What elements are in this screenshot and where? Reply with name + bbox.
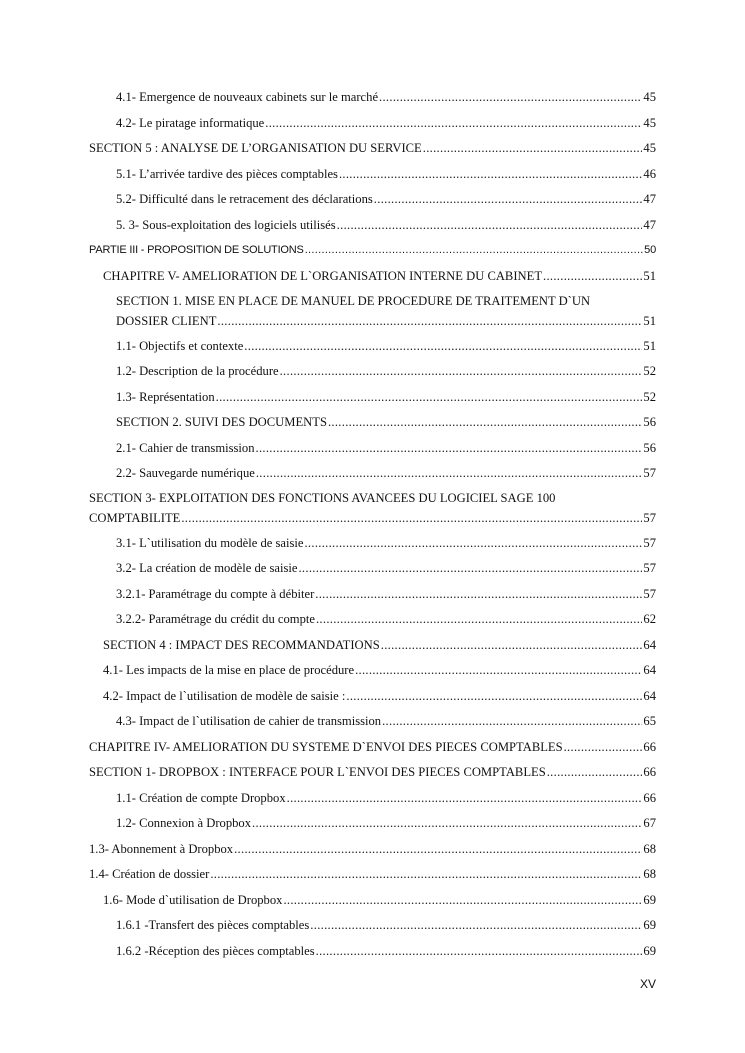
toc-label: 4.3- Impact de l`utilisation de cahier de transmission [116, 714, 382, 728]
toc-entry[interactable] [116, 362, 656, 380]
toc-page-number: 47 [643, 218, 656, 232]
toc-page-number: 57 [643, 466, 656, 480]
dot-leader [256, 439, 643, 457]
dot-leader [346, 687, 642, 705]
toc-entry[interactable] [116, 559, 656, 577]
toc-page-number: 57 [643, 561, 656, 575]
toc-label: SECTION 4 : IMPACT DES RECOMMANDATIONS [103, 638, 380, 652]
toc-label: 1.4- Création de dossier [89, 867, 210, 881]
toc-page-number: 52 [643, 390, 656, 404]
toc-entry[interactable] [116, 216, 656, 234]
dot-leader [210, 865, 642, 883]
toc-entry[interactable] [89, 489, 656, 527]
toc-page-number: 65 [643, 714, 656, 728]
toc-entry[interactable] [116, 165, 656, 183]
toc-entry[interactable] [116, 190, 656, 208]
toc-label-line1: SECTION 3- EXPLOITATION DES FONCTIONS AVANCEES DU LOGICIEL SAGE 100 [89, 491, 556, 505]
toc-label: 3.2.2- Paramétrage du crédit du compte [116, 612, 315, 626]
toc-page-number: 62 [643, 612, 656, 626]
toc-entry[interactable] [116, 712, 656, 730]
toc-label: SECTION 2. SUIVI DES DOCUMENTS [116, 415, 327, 429]
toc-label: 1.2- Connexion à Dropbox [116, 816, 252, 830]
dot-leader [216, 388, 643, 406]
dot-leader [305, 241, 643, 259]
toc-entry[interactable] [103, 661, 656, 679]
dot-leader [315, 585, 642, 603]
toc-page-number: 50 [644, 244, 656, 256]
dot-leader [374, 190, 643, 208]
toc-label: 5.1- L’arrivée tardive des pièces comptables [116, 167, 338, 181]
dot-leader [217, 312, 642, 330]
toc-page-number: 56 [643, 441, 656, 455]
dot-leader [339, 165, 642, 183]
dot-leader [256, 464, 643, 482]
toc-page-number: 66 [643, 740, 656, 754]
toc-entry[interactable] [89, 840, 656, 858]
toc-label: 3.1- L`utilisation du modèle de saisie [116, 536, 304, 550]
toc-entry[interactable] [89, 763, 656, 781]
toc-page-number: 45 [643, 90, 656, 104]
dot-leader [265, 114, 642, 132]
toc-label: 1.3- Abonnement à Dropbox [89, 842, 234, 856]
toc-page-number: 45 [643, 141, 656, 155]
toc-entry[interactable] [116, 464, 656, 482]
dot-leader [381, 636, 643, 654]
toc-label: 2.2- Sauvegarde numérique [116, 466, 255, 480]
toc-label: 1.1- Objectifs et contexte [116, 339, 244, 353]
toc-label: 4.1- Emergence de nouveaux cabinets sur le marché [116, 90, 379, 104]
toc-entry[interactable] [89, 738, 656, 756]
toc-entry[interactable] [103, 636, 656, 654]
toc-entry[interactable] [116, 388, 656, 406]
toc-page-number: 51 [643, 339, 656, 353]
toc-page-number: 56 [643, 415, 656, 429]
toc-page-number: 69 [643, 944, 656, 958]
dot-leader [382, 712, 642, 730]
toc-label: 5.2- Difficulté dans le retracement des déclarations [116, 192, 373, 206]
toc-entry[interactable] [116, 413, 656, 431]
toc-entry[interactable] [89, 865, 656, 883]
toc-page-number: 47 [643, 192, 656, 206]
dot-leader [280, 362, 643, 380]
toc-page-number: 64 [643, 689, 656, 703]
toc-label-line1: SECTION 1. MISE EN PLACE DE MANUEL DE PROCEDURE DE TRAITEMENT D`UN [116, 294, 591, 308]
toc-label: 1.6- Mode d`utilisation de Dropbox [103, 893, 283, 907]
toc-page-number: 69 [643, 893, 656, 907]
toc-label: CHAPITRE V- AMELIORATION DE L`ORGANISATION INTERNE DU CABINET [103, 269, 543, 283]
dot-leader [298, 559, 642, 577]
toc-page-number: 66 [643, 791, 656, 805]
dot-leader [547, 763, 643, 781]
toc-label: 2.1- Cahier de transmission [116, 441, 255, 455]
toc-label: 1.6.1 -Transfert des pièces comptables [116, 918, 310, 932]
toc-label: 1.6.2 -Réception des pièces comptables [116, 944, 315, 958]
toc-page-number: 46 [643, 167, 656, 181]
dot-leader [328, 413, 642, 431]
dot-leader [287, 789, 643, 807]
toc-page-number: 57 [643, 511, 656, 525]
toc-page-number: 51 [643, 269, 656, 283]
toc-label: 1.3- Représentation [116, 390, 215, 404]
toc-page-number: 67 [643, 816, 656, 830]
toc-label: 4.1- Les impacts de la mise en place de procédure [103, 663, 355, 677]
dot-leader [252, 814, 642, 832]
toc-entry[interactable] [116, 292, 656, 330]
toc-entry[interactable] [103, 891, 656, 909]
toc-entry[interactable] [116, 789, 656, 807]
toc-entry[interactable] [103, 267, 656, 285]
toc-label: 1.1- Création de compte Dropbox [116, 791, 286, 805]
toc-label: DOSSIER CLIENT [116, 314, 217, 328]
toc-entry[interactable] [116, 534, 656, 552]
dot-leader [181, 509, 642, 527]
toc-label: 3.2- La création de modèle de saisie [116, 561, 298, 575]
toc-label: CHAPITRE IV- AMELIORATION DU SYSTEME D`ENVOI DES PIECES COMPTABLES [89, 740, 563, 754]
dot-leader [316, 942, 643, 960]
toc-label: PARTIE III - PROPOSITION DE SOLUTIONS [89, 244, 304, 256]
toc-label: SECTION 1- DROPBOX : INTERFACE POUR L`ENVOI DES PIECES COMPTABLES [89, 765, 546, 779]
dot-leader [423, 139, 643, 157]
dot-leader [543, 267, 642, 285]
toc-entry[interactable] [116, 337, 656, 355]
dot-leader [304, 534, 642, 552]
dot-leader [379, 88, 642, 106]
toc-label: 1.2- Description de la procédure [116, 364, 279, 378]
page-folio-number: XV [639, 977, 656, 991]
toc-entry[interactable] [116, 585, 656, 603]
toc-label: 5. 3- Sous-exploitation des logiciels utilisés [116, 218, 336, 232]
dot-leader [310, 916, 642, 934]
dot-leader [283, 891, 642, 909]
toc-label: 4.2- Le piratage informatique [116, 116, 265, 130]
dot-leader [355, 661, 642, 679]
toc-entry[interactable] [116, 114, 656, 132]
toc-entry[interactable] [116, 439, 656, 457]
toc-entry[interactable] [103, 687, 656, 705]
toc-page-number: 64 [643, 638, 656, 652]
toc-page-number: 57 [643, 536, 656, 550]
toc-entry[interactable] [89, 241, 656, 259]
toc-page-number: 52 [643, 364, 656, 378]
toc-entry[interactable] [89, 139, 656, 157]
toc-entry[interactable] [116, 814, 656, 832]
toc-label: COMPTABILITE [89, 511, 181, 525]
dot-leader [316, 610, 642, 628]
dot-leader [234, 840, 642, 858]
toc-label: 4.2- Impact de l`utilisation de modèle de saisie : [103, 689, 346, 703]
toc-page-number: 66 [643, 765, 656, 779]
toc-entry[interactable] [116, 88, 656, 106]
toc-page-number: 68 [643, 867, 656, 881]
toc-page-number: 64 [643, 663, 656, 677]
toc-page-number: 45 [643, 116, 656, 130]
toc-page-number: 69 [643, 918, 656, 932]
toc-label: SECTION 5 : ANALYSE DE L’ORGANISATION DU SERVICE [89, 141, 422, 155]
toc-entry[interactable] [116, 610, 656, 628]
toc-entry[interactable] [116, 942, 656, 960]
toc-page-number: 68 [643, 842, 656, 856]
toc-page-number: 51 [643, 314, 656, 328]
dot-leader [564, 738, 643, 756]
toc-page-number: 57 [643, 587, 656, 601]
dot-leader [244, 337, 642, 355]
dot-leader [337, 216, 643, 234]
toc-entry[interactable] [116, 916, 656, 934]
toc-label: 3.2.1- Paramétrage du compte à débiter [116, 587, 315, 601]
